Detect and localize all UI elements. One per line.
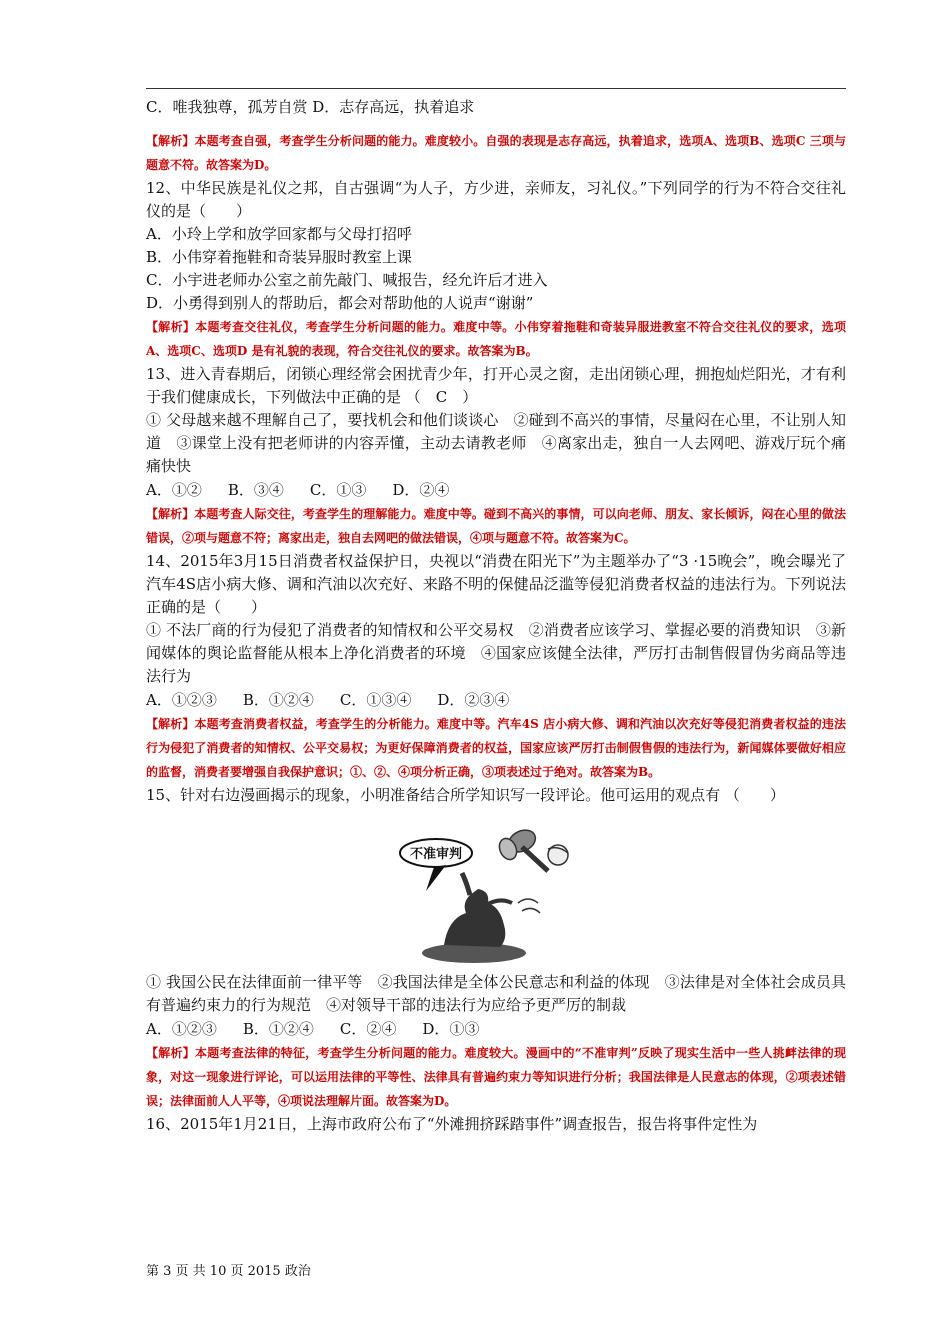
motion-mark xyxy=(522,908,540,913)
answer-11 xyxy=(146,129,846,177)
answer-tag: 【解析】 xyxy=(146,717,195,731)
answer-tag: 【解析】 xyxy=(146,134,195,148)
speech-bubble-tail xyxy=(426,865,446,891)
answer-text: 本题考查消费者权益，考查学生的分析能力。难度中等。汽车4S 店小病大修、调和汽油以次充好等侵犯消费者权益的违法行为侵犯了消费者的知情权、公平交易权；为更好保障消费者的权益，国家应该严厉打击制假售假的违法行为，新闻媒体要做好相应的监督，消费者要增强自我保护意识；①、②、④项分析正确，③项表述过于绝对。故答案为B。 xyxy=(146,717,846,779)
answer-12 xyxy=(146,315,846,363)
q13-options xyxy=(146,478,846,502)
q14-option-b: B．①②④ xyxy=(242,691,314,709)
cartoon-drawing xyxy=(396,815,596,967)
answer-tag: 【解析】 xyxy=(146,320,196,334)
q13-option-c: C．①③ xyxy=(309,481,367,499)
q13-option-b: B．③④ xyxy=(227,481,284,499)
q12-option-d: D．小勇得到别人的帮助后，都会对帮助他的人说声“谢谢” xyxy=(146,294,534,312)
answer-15 xyxy=(146,1041,846,1113)
q15-option-c: C．②④ xyxy=(339,1020,397,1038)
answer-tag: 【解析】 xyxy=(146,507,195,521)
q16-start: 16、2015年1月21日，上海市政府公布了“外滩拥挤踩踏事件”调查报告，报告将事件定性为 xyxy=(146,1115,758,1133)
q14-options xyxy=(146,688,846,712)
q12-option-a: A．小玲上学和放学回家都与父母打招呼 xyxy=(146,225,412,243)
q15-items: ① 我国公民在法律面前一律平等 ②我国法律是全体公民意志和利益的体现 ③法律是对全体社会成员具有普遍约束力的行为规范 ④对领导干部的违法行为应给予更严厉的制裁 xyxy=(146,973,846,1014)
gavel-icon xyxy=(496,826,568,871)
q13-option-a: A．①② xyxy=(146,481,202,499)
motion-mark xyxy=(518,899,538,903)
q11-tail: C．唯我独尊，孤芳自赏 D．志存高远，执着追求 xyxy=(146,98,475,116)
q14-stem: 14、2015年3月15日消费者权益保护日，央视以“消费在阳光下”为主题举办了“3 ·15晚会”，晚会曝光了汽车4S店小病大修、调和汽油以次充好、来路不明的保健品泛滥等侵犯消费者权益的违法行为。下列说法正确的是（ ） xyxy=(146,552,846,616)
q12-option-c: C．小宇进老师办公室之前先敲门、喊报告，经允许后才进入 xyxy=(146,271,548,289)
q15-option-b: B．①②④ xyxy=(242,1020,314,1038)
answer-text: 本题考查法律的特征，考查学生分析问题的能力。难度较大。漫画中的“不准审判”反映了现实生活中一些人挑衅法律的现象，对这一现象进行评论，可以运用法律的平等性、法律具有普遍约束力等知识进行分析；我国法律是人民意志的体现，②项表述错误；法律面前人人平等，④项说法理解片面。故答案为D。 xyxy=(146,1046,846,1108)
q14-option-c: C．①③④ xyxy=(339,691,412,709)
q13-items: ① 父母越来越不理解自己了，要找机会和他们谈谈心 ②碰到不高兴的事情，尽量闷在心里，不让别人知道 ③课堂上没有把老师讲的内容弄懂，主动去请教老师 ④离家出走，独自一人去网吧、游戏厅玩个痛痛快快 xyxy=(146,411,846,475)
q14-option-d: D．②③④ xyxy=(437,691,510,709)
header-rule xyxy=(146,88,846,89)
q15-stem: 15、针对右边漫画揭示的现象，小明准备结合所学知识写一段评论。他可运用的观点有 （ ） xyxy=(146,786,785,804)
figure-silhouette xyxy=(422,873,526,963)
q14-option-a: A．①②③ xyxy=(146,691,217,709)
answer-text: 本题考查交往礼仪，考查学生分析问题的能力。难度中等。小伟穿着拖鞋和奇装异服进教室不符合交往礼仪的要求，选项A、选项C、选项D 是有礼貌的表现，符合交往礼仪的要求。故答案为B。 xyxy=(146,320,846,358)
law-cartoon-image xyxy=(396,815,596,967)
q12-option-b: B．小伟穿着拖鞋和奇装异服时教室上课 xyxy=(146,248,413,266)
q15-options xyxy=(146,1017,846,1041)
answer-text: 本题考查自强，考查学生分析问题的能力。难度较小。自强的表现是志存高远，执着追求，选项A、选项B、选项C 三项与题意不符。故答案为D。 xyxy=(146,134,846,172)
q13-stem: 13、进入青春期后，闭锁心理经常会困扰青少年，打开心灵之窗，走出闭锁心理，拥抱灿烂阳光，才有利于我们健康成长，下列做法中正确的是 （ C ） xyxy=(146,365,846,406)
answer-13 xyxy=(146,502,846,550)
answer-text: 本题考查人际交往，考查学生的理解能力。难度中等。碰到不高兴的事情，可以向老师、朋友、家长倾诉，闷在心里的做法错误，②项与题意不符；离家出走，独自去网吧的做法错误，④项与题意不符。故答案为C。 xyxy=(146,507,846,545)
q13-option-d: D．②④ xyxy=(392,481,450,499)
speech-bubble-text: 不准审判 xyxy=(409,847,463,862)
answer-14 xyxy=(146,712,846,784)
answer-tag: 【解析】 xyxy=(146,1046,195,1060)
q14-items: ① 不法厂商的行为侵犯了消费者的知情权和公平交易权 ②消费者应该学习、掌握必要的消费知识 ③新闻媒体的舆论监督能从根本上净化消费者的环境 ④国家应该健全法律，严厉打击制售假冒伪劣商品等违法行为 xyxy=(146,621,846,685)
q15-option-a: A．①②③ xyxy=(146,1020,217,1038)
q15-option-d: D．①③ xyxy=(422,1020,480,1038)
q12-stem: 12、中华民族是礼仪之邦，自古强调“为人子，方少进，亲师友，习礼仪。”下列同学的行为不符合交往礼仪的是（ ） xyxy=(146,179,846,220)
page-footer: 第 3 页 共 10 页 2015 政治 xyxy=(146,1264,311,1279)
page-content xyxy=(146,96,846,1136)
